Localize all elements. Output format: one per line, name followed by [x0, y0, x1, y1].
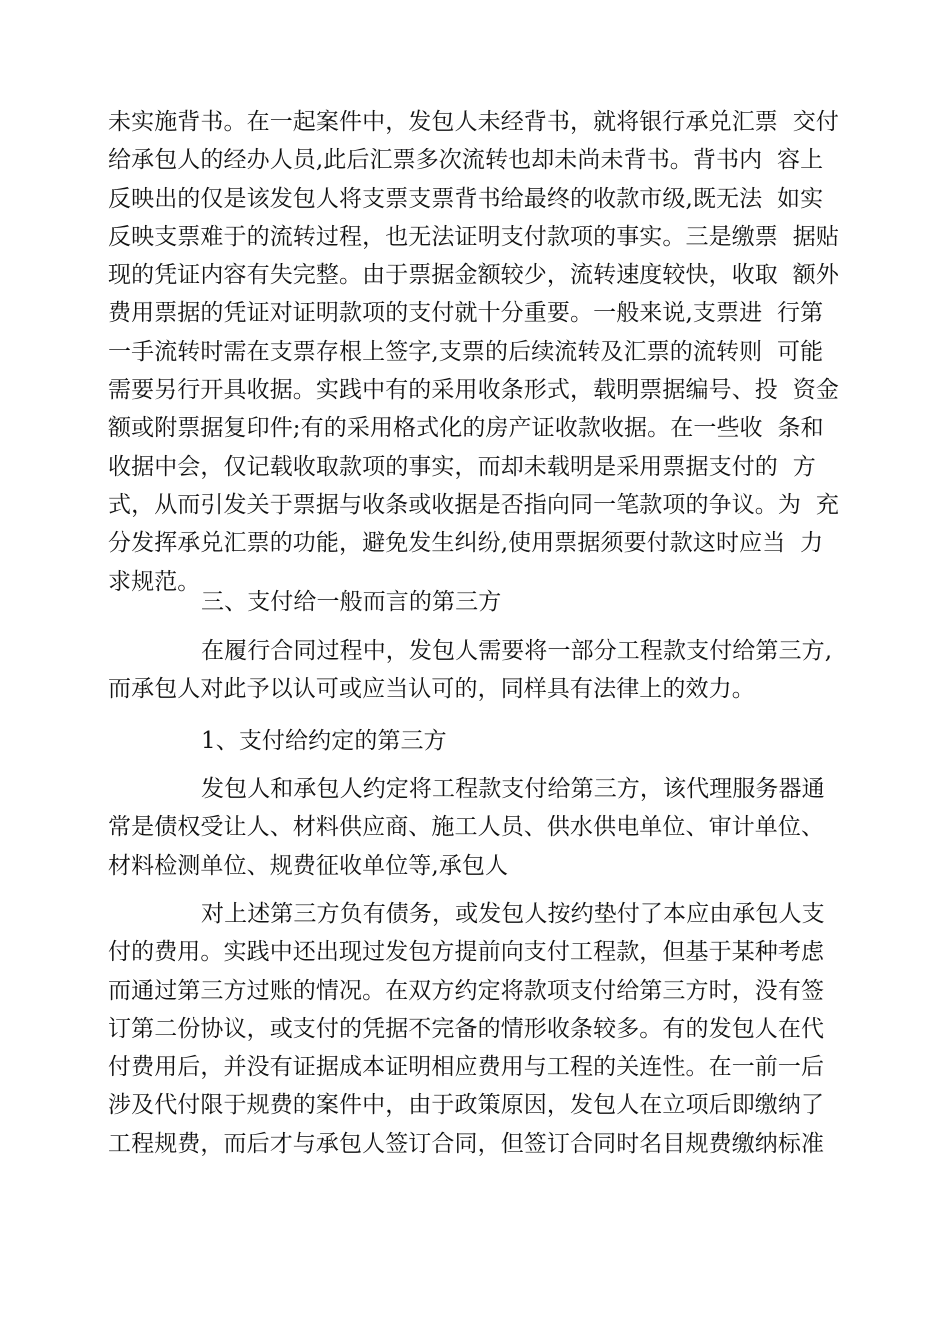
text-line: 发包人和承包人约定将工程款支付给第三方，该代理服务器通 [201, 776, 825, 802]
text-line: 分发挥承兑汇票的功能，避免发生纠纷,使用票据须要付款这时应当 力 [108, 530, 824, 557]
text-line: 收据中会，仅记载收取款项的事实，而却未载明是采用票据支付的 方 [108, 453, 816, 480]
subsection-heading [201, 722, 447, 760]
heading-text: 三、支付给一般而言的第三方 [201, 589, 502, 615]
text-line: 订第二份协议，或支付的凭据不完备的情形收条较多。有的发包人在代 [108, 1015, 825, 1042]
paragraph-bill-endorsement [108, 103, 839, 601]
text-line: 反映支票难于的流转过程，也无法证明支付款项的事实。三是缴票 据贴 [108, 223, 839, 250]
text-line: 需要另行开具收据。实践中有的采用收条形式，载明票据编号、投 资金 [108, 377, 839, 404]
text-line: 一手流转时需在支票存根上签字,支票的后续流转及汇票的流转则 可能 [108, 338, 824, 365]
paragraph-debts-and-payments [108, 895, 825, 1163]
text-line: 现的凭证内容有失完整。由于票据金额较少，流转速度较快，收取 额外 [108, 262, 839, 289]
section-heading [201, 583, 501, 621]
heading-text: 1、支付给约定的第三方 [201, 728, 447, 754]
text-line: 而通过第三方过账的情况。在双方约定将款项支付给第三方时，没有签 [108, 977, 825, 1004]
text-line: 未实施背书。在一起案件中，发包人未经背书，就将银行承兑汇票 交付 [108, 109, 839, 135]
text-line: 费用票据的凭证对证明款项的支付就十分重要。一般来说,支票进 行第 [108, 300, 824, 327]
text-line: 付的费用。实践中还出现过发包方提前向支付工程款，但基于某种考虑 [108, 939, 825, 966]
text-line: 在履行合同过程中，发包人需要将一部分工程款支付给第三方, [201, 638, 833, 664]
text-line: 常是债权受让人、材料供应商、施工人员、供水供电单位、审计单位、 [108, 814, 825, 841]
text-line: 涉及代付限于规费的案件中，由于政策原因，发包人在立项后即缴纳了 [108, 1092, 825, 1119]
text-line: 额或附票据复印件;有的采用格式化的房产证收款收据。在一些收 条和 [108, 415, 824, 442]
text-line: 求规范。 [108, 568, 201, 595]
text-line: 反映出的仅是该发包人将支票支票背书给最终的收款市级,既无法 如实 [108, 185, 824, 212]
paragraph-agreed-third-party [108, 770, 825, 885]
text-line: 给承包人的经办人员,此后汇票多次流转也却未尚未背书。背书内 容上 [108, 147, 824, 174]
text-line: 付费用后，并没有证据成本证明相应费用与工程的关连性。在一前一后 [108, 1054, 825, 1081]
text-line: 材料检测单位、规费征收单位等,承包人 [108, 852, 509, 879]
paragraph-third-party-intro [108, 632, 832, 709]
text-line: 工程规费，而后才与承包人签订合同，但签订合同时名目规费缴纳标准 [108, 1130, 825, 1157]
text-line: 式，从而引发关于票据与收条或收据是否指向同一笔款项的争议。为 充 [108, 491, 839, 518]
text-line: 而承包人对此予以认可或应当认可的，同样具有法律上的效力。 [108, 676, 755, 703]
text-line: 对上述第三方负有债务，或发包人按约垫付了本应由承包人支 [201, 901, 825, 927]
